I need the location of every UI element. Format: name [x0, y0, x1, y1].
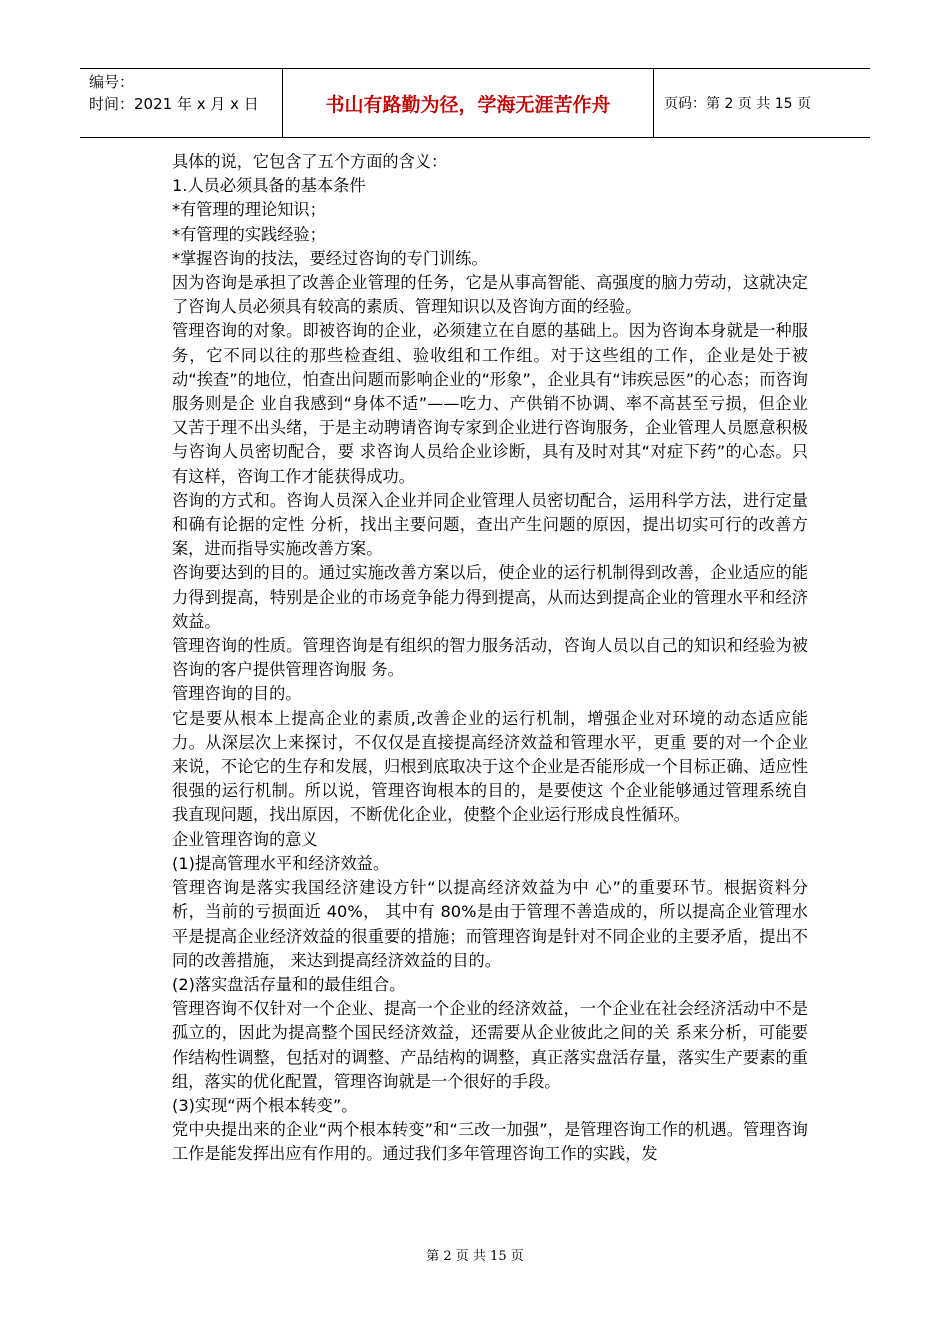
paragraph: 管理咨询的性质。管理咨询是有组织的智力服务活动，咨询人员以自己的知识和经验为被咨询的客户提供管理咨询服 务。: [172, 636, 808, 680]
paragraph: 管理咨询的目的。: [172, 684, 302, 704]
header-meta-cell: [80, 69, 283, 137]
paragraph: 企业管理咨询的意义: [172, 829, 318, 849]
paragraph: *掌握咨询的技法，要经过咨询的专门训练。: [172, 248, 488, 268]
page-header: [80, 68, 870, 138]
paragraph: 咨询的方式和。咨询人员深入企业并同企业管理人员密切配合，运用科学方法，进行定量和确有论据的定性 分析，找出主要问题，查出产生问题的原因，提出切实可行的改善方案，进而指导实施改善方案。: [172, 490, 808, 559]
document-number-label: 编号：: [89, 73, 135, 91]
paragraph: 管理咨询是落实我国经济建设方针“以提高经济效益为中 心”的重要环节。根据资料分析，当前的亏损面近 40%， 其中有 80%是由于管理不善造成的，所以提高企业管理水平是提高企业经济效益的很重要的措施；而管理咨询是针对不同企业的主要矛盾，提出不同的改善措施， 来达到提高经济效益的目的。: [172, 878, 808, 970]
paragraph: (2)落实盘活存量和的最佳组合。: [172, 974, 406, 994]
paragraph: 具体的说，它包含了五个方面的含义：: [172, 152, 448, 171]
paragraph: *有管理的理论知识；: [172, 200, 326, 220]
paragraph: *有管理的实践经验；: [172, 224, 326, 244]
paragraph: 管理咨询不仅针对一个企业、提高一个企业的经济效益，一个企业在社会经济活动中不是孤立的，因此为提高整个国民经济效益，还需要从企业彼此之间的关 系来分析，可能要作结构性调整，包括对的调整、产品结构的调整，真正落实盘活存量，落实生产要素的重组，落实的优化配置，管理咨询就是一个很好的手段。: [172, 999, 808, 1091]
paragraph: (3)实现“两个根本转变”。: [172, 1095, 358, 1115]
paragraph: 管理咨询的对象。即被咨询的企业，必须建立在自愿的基础上。因为咨询本身就是一种服务，它不同以往的那些检查组、验收组和工作组。对于这些组的工作，企业是处于被动“挨查”的地位，怕查出问题而影响企业的“形象”，企业具有“讳疾忌医”的心态；而咨询服务则是企 业自我感到“身体不适”——吃力、产供销不协调、率不高甚至亏损，但企业又苦于理不出头绪，于是主动聘请咨询专家到企业进行咨询服务，企业管理人员愿意积极与咨询人员密切配合，要 求咨询人员给企业诊断，具有及时对其“对症下药”的心态。只有这样，咨询工作才能获得成功。: [172, 321, 808, 486]
header-motto: 书山有路勤为径，学海无涯苦作舟: [283, 69, 654, 137]
paragraph: (1)提高管理水平和经济效益。: [172, 853, 390, 873]
paragraph: 咨询要达到的目的。通过实施改善方案以后，使企业的运行机制得到改善，企业适应的能力得到提高，特别是企业的市场竞争能力得到提高，从而达到提高企业的管理水平和经济效益。: [172, 563, 808, 631]
paragraph: 1.人员必须具备的基本条件: [172, 176, 366, 196]
page-footer: 第 2 页 共 15 页: [426, 1249, 524, 1264]
document-body: [172, 150, 808, 1167]
paragraph: 因为咨询是承担了改善企业管理的任务，它是从事高智能、高强度的脑力劳动，这就决定了咨询人员必须具有较高的素质、管理知识以及咨询方面的经验。: [172, 273, 808, 317]
paragraph: 党中央提出来的企业“两个根本转变”和“三改一加强”，是管理咨询工作的机遇。管理咨询工作是能发挥出应有作用的。通过我们多年管理咨询工作的实践，发: [172, 1120, 808, 1164]
header-page-info: 页码：第 2 页 共 15 页: [664, 96, 811, 112]
paragraph: 它是要从根本上提高企业的素质,改善企业的运行机制，增强企业对环境的动态适应能力。从深层次上来探讨，不仅仅是直接提高经济效益和管理水平，更重 要的对一个企业来说，不论它的生存和发展，归根到底取决于这个企业是否能形成一个目标正确、适应性很强的运行机制。所以说，管理咨询根本的目的，是要使这 个企业能够通过管理系统自我直现问题，找出原因，不断优化企业，使整个企业运行形成良性循环。: [172, 708, 808, 825]
document-date-label: 时间：2021 年 x 月 x 日: [89, 95, 259, 113]
